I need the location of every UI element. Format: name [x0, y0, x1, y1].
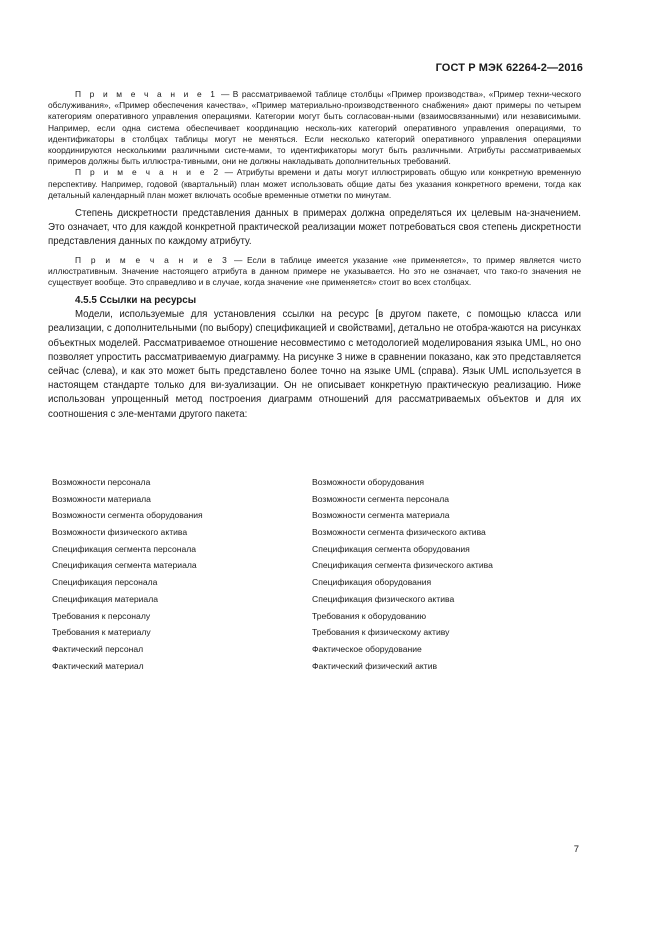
list-item-left: Требования к персоналу	[52, 610, 151, 621]
note-1	[48, 89, 581, 167]
list-item-left: Фактический персонал	[52, 643, 144, 654]
note-3	[48, 255, 581, 289]
list-item-right: Требования к оборудованию	[312, 610, 427, 621]
list-item-left: Требования к материалу	[52, 627, 151, 638]
list-item-right: Возможности сегмента физического актива	[312, 527, 486, 538]
content-area	[48, 89, 581, 422]
list-item-right: Возможности сегмента материала	[312, 510, 450, 521]
note-2	[48, 167, 581, 201]
list-item-right: Фактическое оборудование	[312, 643, 422, 654]
note-1-text: — В рассматриваемой таблице столбцы «Пример производства», «Пример техни-ческого обслуживания», «Пример обеспечения качества», «Пример материально-производственного снабжения» дают примеры по четырем категориям оперативного управления операциями. Категории могут быть согласован-ными (взаимосвязанными) или независимыми. Например, если одна система обеспечивает координацию несколь-ких категорий оперативного управления операциями, то идентификаторы в столбцах таблицы могут не меняться. Если несколько категорий оперативного управления операциями координируются несколькими различными систе-мами, то идентификаторы могут быть различными. Атрибуты рассматриваемых примеров должны быть иллюстра-тивными, они не должны накладывать дополнительных требований.	[48, 89, 581, 167]
page-number: 7	[573, 844, 579, 855]
note-3-text: — Если в таблице имеется указание «не применяется», то пример является чисто иллюстративным. Значение настоящего атрибута в данном примере не указывается. Но это не означает, что тако-го значения не существует вообще. Это справедливо и в случае, когда значение «не применяется» стоит во всех столбцах.	[48, 254, 581, 288]
list-item-left: Возможности персонала	[52, 477, 151, 487]
list-item-right: Возможности сегмента персонала	[312, 493, 449, 504]
list-item-right: Требования к физическому активу	[312, 627, 450, 638]
list-item-left: Спецификация сегмента персонала	[52, 543, 197, 554]
list-item-right: Спецификация сегмента физического актива	[312, 560, 493, 571]
list-item-right: Спецификация сегмента оборудования	[312, 543, 470, 554]
paragraph-granularity: Степень дискретности представления данных в примерах должна определяться их целевым на-значением. Это означает, что для каждой конкретной практической реализации может потребоваться своя степень дискретности представления данных по каждому атрибуту.	[48, 208, 581, 248]
list-item-left: Возможности сегмента оборудования	[52, 510, 203, 521]
note-2-text: — Атрибуты времени и даты могут иллюстрировать общую или конкретную временную перспективу. Например, годовой (квартальный) план может использовать общие даты без указания конкретного времени, тогда как детальный календарный план может включать особые временные отметки по минутам.	[48, 167, 581, 200]
section-paragraph: Модели, используемые для установления ссылки на ресурс [в другом пакете, с помощью класса или реализации, с дополнительными (по выбору) спецификацией и свойствами], детально не отобра-жаются на рисунках объектных моделей. Рассматриваемое отношение несовместимо с методологией моделирования языка UML, но оно позволяет упростить рассматриваемую диаграмму. На рисунке 3 ниже в сравнении показано, как это представляется сейчас (слева), и как это может быть представлено более точно на языке UML (справа). Язык UML используется в настоящем стандарте только для ви-зуализации. Он не описывает конкретную практическую реализацию. Ниже использован упрощенный метод построения диаграмм отношений для рассматриваемых объектов и для их соотношения с эле-ментами другого пакета:	[48, 309, 581, 420]
list-item-left: Спецификация сегмента материала	[52, 560, 197, 571]
list-item-left: Возможности физического актива	[52, 527, 188, 538]
note-1-label: П р и м е ч а н и е 1	[75, 89, 218, 99]
list-item-right: Возможности оборудования	[312, 477, 425, 487]
section-title: 4.5.5 Ссылки на ресурсы	[75, 295, 197, 307]
list-item-left: Возможности материала	[52, 493, 151, 504]
list-item-left: Спецификация материала	[52, 593, 158, 604]
note-3-label: П р и м е ч а н и е 3	[75, 254, 230, 265]
list-item-left: Фактический материал	[52, 660, 144, 671]
list-item-right: Спецификация оборудования	[312, 577, 432, 588]
list-item-right: Спецификация физического актива	[312, 593, 455, 604]
list-item-right: Фактический физический актив	[312, 660, 438, 671]
note-2-label: П р и м е ч а н и е 2	[75, 167, 221, 178]
list-item-left: Спецификация персонала	[52, 577, 158, 588]
object-list	[52, 474, 592, 674]
standard-header: ГОСТ Р МЭК 62264-2—2016	[435, 62, 583, 74]
